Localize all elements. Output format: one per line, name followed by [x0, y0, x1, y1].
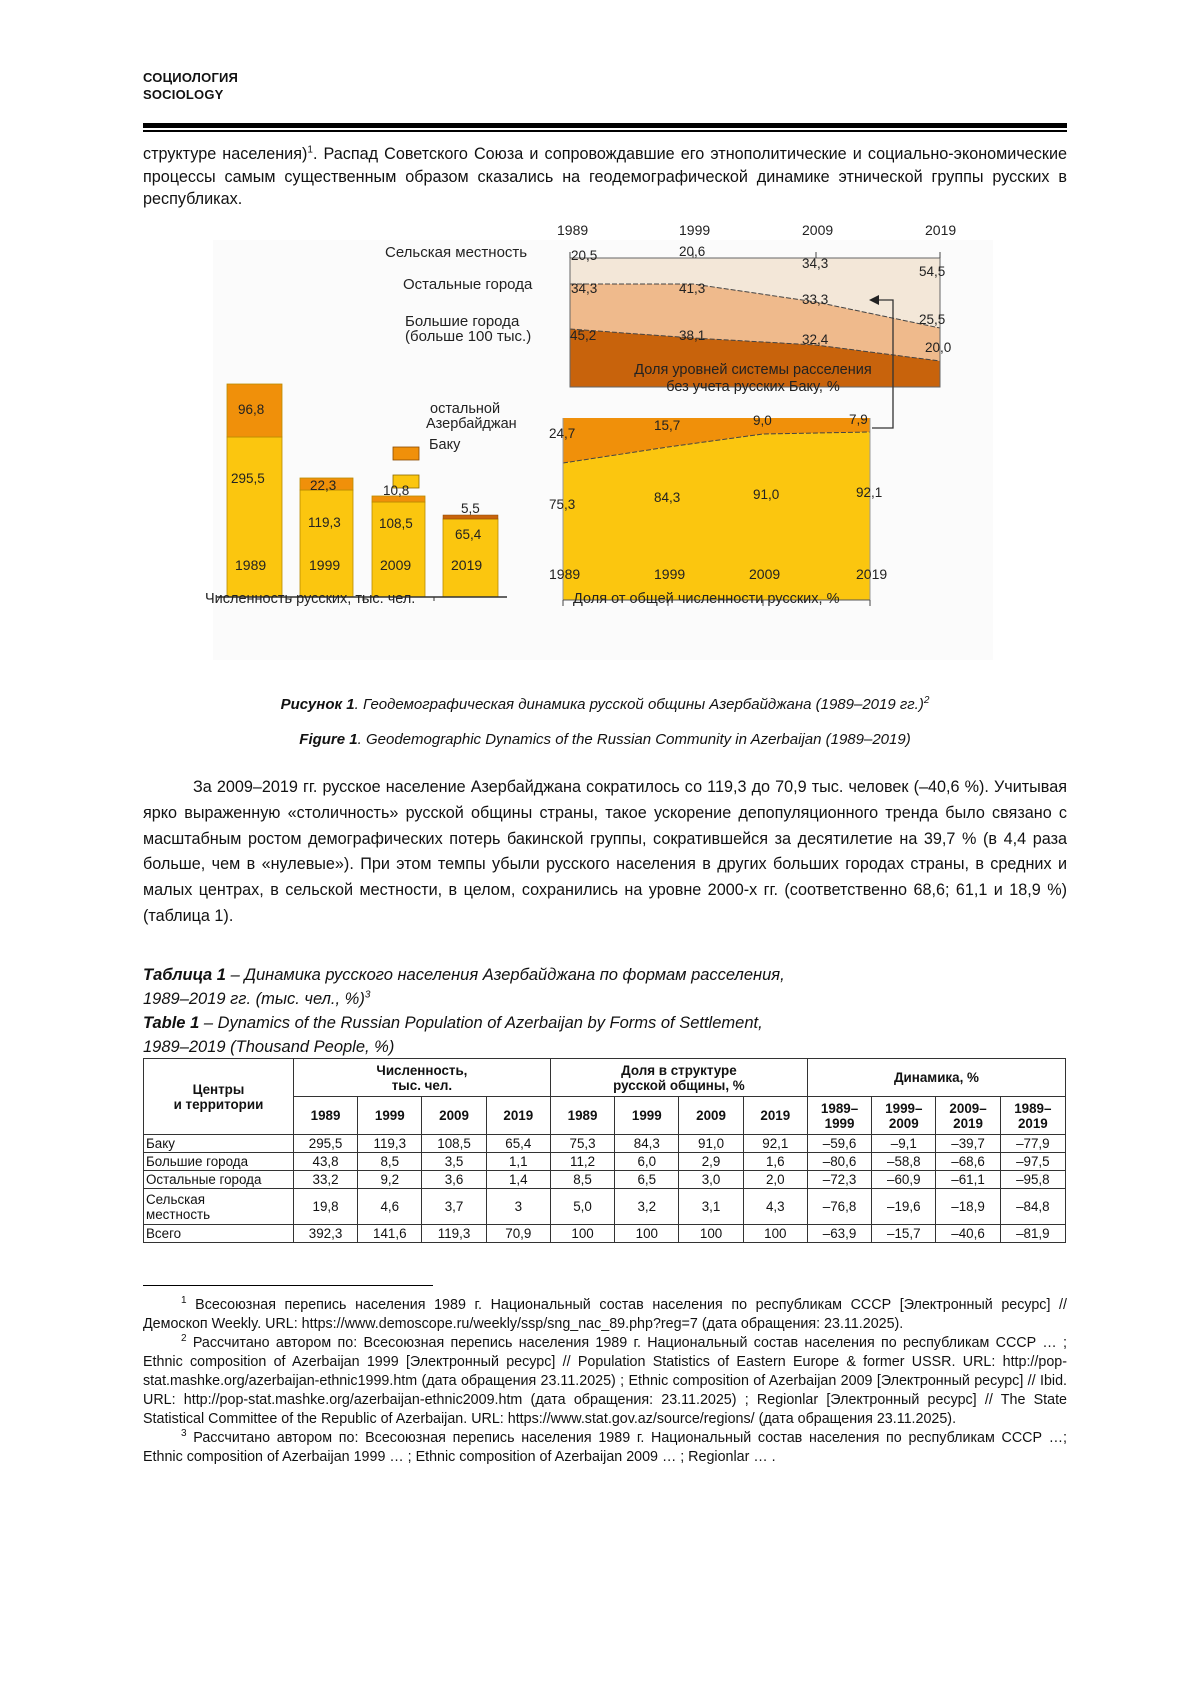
value-share-baku-2009: 91,0 [753, 487, 780, 502]
bar-baku-2009: 108,5 [379, 516, 413, 531]
bar-rest-1999: 22,3 [310, 478, 337, 493]
table-title-ru [143, 963, 1067, 1011]
value-large-2009: 32,4 [802, 332, 829, 347]
footnote-3-number: 3 [181, 1428, 187, 1440]
table-cell: 6,5 [615, 1171, 679, 1189]
header-period [807, 1097, 871, 1135]
footnote-3-text: Рассчитано автором по: Всесоюзная перепись населения 1989 г. Национальный состав населения по республикам СССР …; Ethnic composition of Azerbaijan 1999 … ; Ethnic composition of Azerbaijan 2009 … ; Regionlar … . [143, 1430, 1067, 1465]
table-cell: –39,7 [936, 1135, 1000, 1153]
header-share-line2: русской общины, % [613, 1077, 745, 1093]
legend-rest-line1: остальной [430, 401, 501, 417]
value-other-1989: 34,3 [571, 281, 598, 296]
value-share-rest-2019: 7,9 [849, 412, 868, 427]
header-population [293, 1059, 550, 1097]
journal-section-en: SOCIOLOGY [143, 87, 224, 102]
table-cell: 91,0 [679, 1135, 743, 1153]
journal-section-ru: СОЦИОЛОГИЯ [143, 70, 239, 85]
bar-year-2019: 2019 [451, 557, 483, 573]
table-cell: –63,9 [807, 1225, 871, 1243]
table-title-ru-label: Таблица 1 [143, 966, 226, 984]
table-cell: –60,9 [872, 1171, 936, 1189]
header-population-line2: тыс. чел. [391, 1077, 453, 1093]
bar-rest-2019: 5,5 [461, 501, 480, 516]
table-cell: 1,1 [486, 1153, 550, 1171]
row-label [144, 1171, 294, 1189]
settlement-chart-title [583, 362, 923, 396]
header-year: 2009 [679, 1097, 743, 1135]
value-share-rest-2009: 9,0 [753, 413, 772, 428]
table-cell: 3,0 [679, 1171, 743, 1189]
table-cell: 3,6 [422, 1171, 486, 1189]
table-cell: 295,5 [293, 1135, 357, 1153]
header-period [872, 1097, 936, 1135]
header-period-start: 1989– [1014, 1100, 1052, 1116]
footnote-1-text: Всесоюзная перепись населения 1989 г. Национальный состав населения по республикам СССР [Электронный ресурс] // Демоскоп Weekly. URL: https://www.demoscope.ru/weekly/ssp/sng_nac_89.php?reg=7 (дата обращения: 23.11.2025). [143, 1297, 1067, 1332]
value-large-1999: 38,1 [679, 328, 706, 343]
footnote-ref-2[interactable]: 2 [923, 695, 930, 706]
table-cell: 100 [550, 1225, 614, 1243]
row-label-line1: Остальные города [146, 1172, 262, 1187]
table-cell: –58,8 [872, 1153, 936, 1171]
header-dynamics: Динамика, % [807, 1059, 1065, 1097]
value-large-2019: 20,0 [925, 340, 952, 355]
bar-baku-1999: 119,3 [308, 515, 341, 530]
header-period [936, 1097, 1000, 1135]
table-cell: 6,0 [615, 1153, 679, 1171]
header-period-start: 1989– [820, 1100, 859, 1116]
table-cell: –97,5 [1000, 1153, 1065, 1171]
footnote-2 [143, 1334, 1067, 1429]
table-cell: 65,4 [486, 1135, 550, 1153]
table-cell: 100 [679, 1225, 743, 1243]
top-year-2019: 2019 [925, 222, 957, 238]
table-cell: 119,3 [358, 1135, 422, 1153]
settlement-title-line2: без учета русских Баку, % [666, 379, 840, 395]
table-cell: 100 [743, 1225, 807, 1243]
figure-caption-en-text: . Geodemographic Dynamics of the Russian Community in Azerbaijan (1989–2019) [357, 731, 911, 748]
table-cell: 4,6 [358, 1189, 422, 1225]
bar-baku-1989: 295,5 [231, 471, 265, 486]
table-cell: –68,6 [936, 1153, 1000, 1171]
figure-1 [205, 222, 993, 660]
label-large-cities-line1: Большие города [405, 313, 520, 330]
value-rural-1999: 20,6 [679, 244, 706, 259]
table-cell: 9,2 [358, 1171, 422, 1189]
bar-rest-1989: 96,8 [238, 402, 265, 417]
intro-paragraph [143, 143, 1067, 211]
value-rural-2019: 54,5 [919, 264, 946, 279]
table-cell: 392,3 [293, 1225, 357, 1243]
header-centers-line1: Центры [192, 1081, 245, 1097]
header-share-line1: Доля в структуре [621, 1062, 737, 1078]
table-cell: 119,3 [422, 1225, 486, 1243]
table-cell: 5,0 [550, 1189, 614, 1225]
share-area-chart [563, 418, 870, 606]
table-cell: –84,8 [1000, 1189, 1065, 1225]
row-label-line2: местность [146, 1206, 211, 1222]
row-label [144, 1153, 294, 1171]
intro-text-a: структуре населения) [143, 145, 308, 163]
bar-chart-title: Численность русских, тыс. чел. [205, 591, 416, 607]
legend-rest-label [426, 402, 517, 432]
legend-baku-label: Баку [429, 437, 461, 453]
table-cell: 8,5 [358, 1153, 422, 1171]
footnote-1-number: 1 [181, 1295, 187, 1307]
figure-caption-en [143, 731, 1067, 748]
value-share-baku-2019: 92,1 [856, 485, 883, 500]
footnote-ref-3[interactable]: 3 [364, 989, 371, 1001]
figure-caption-ru [143, 696, 1067, 713]
bar-baku-2019: 65,4 [455, 527, 482, 542]
row-label [144, 1135, 294, 1153]
table-cell: –19,6 [872, 1189, 936, 1225]
table-cell: 43,8 [293, 1153, 357, 1171]
header-year: 1999 [615, 1097, 679, 1135]
table-cell: –15,7 [872, 1225, 936, 1243]
value-other-1999: 41,3 [679, 281, 706, 296]
share-year-1999: 1999 [654, 566, 686, 582]
footnote-separator [143, 1285, 433, 1286]
top-year-1999: 1999 [679, 222, 711, 238]
table-cell: 3,2 [615, 1189, 679, 1225]
table-cell: 2,9 [679, 1153, 743, 1171]
footnote-2-number: 2 [181, 1333, 187, 1345]
top-year-1989: 1989 [557, 222, 589, 238]
row-label-line1: Всего [146, 1226, 182, 1241]
table-cell: 3,7 [422, 1189, 486, 1225]
table-cell: 141,6 [358, 1225, 422, 1243]
header-period-end: 2019 [953, 1115, 983, 1131]
table-cell: 92,1 [743, 1135, 807, 1153]
table-cell: 75,3 [550, 1135, 614, 1153]
bar-year-1989: 1989 [235, 557, 267, 573]
table-cell: –76,8 [807, 1189, 871, 1225]
table-cell: 11,2 [550, 1153, 614, 1171]
paragraph-2-text: За 2009–2019 гг. русское население Азербайджана сократилось со 119,3 до 70,9 тыс. человек (–40,6 %). Учитывая ярко выраженную «столичность» русской общины страны, такое ускорение депопуляционного тренда было связано с масштабным ростом демографических потерь бакинской группы, сократившейся за десятилетие на 39,7 % (в 4,4 раза больше, чем в «нулевые»). При этом темпы убыли русского населения в других больших городах страны, в средних и малых центрах, в сельской местности, в целом, сохранились на уровне 2000-х гг. (соответственно 68,6; 61,1 и 18,9 %) (таблица 1). [143, 778, 1067, 925]
row-label-line1: Баку [146, 1136, 175, 1151]
label-large-cities-line2: (больше 100 тыс.) [405, 328, 532, 345]
table-cell: 2,0 [743, 1171, 807, 1189]
bar-rest-2009: 10,8 [383, 483, 410, 498]
table-title-ru-line2: 1989–2019 гг. (тыс. чел., %) [143, 990, 365, 1008]
table-cell: 1,4 [486, 1171, 550, 1189]
table-cell: –80,6 [807, 1153, 871, 1171]
header-period [1000, 1097, 1065, 1135]
value-other-2019: 25,5 [919, 312, 946, 327]
table-cell: 1,6 [743, 1153, 807, 1171]
label-rural: Сельская местность [385, 244, 528, 261]
value-share-rest-1989: 24,7 [549, 426, 576, 441]
table-cell: 33,2 [293, 1171, 357, 1189]
table-cell: 108,5 [422, 1135, 486, 1153]
table-cell: –18,9 [936, 1189, 1000, 1225]
footnote-1 [143, 1296, 1067, 1334]
header-period-end: 2009 [888, 1115, 919, 1131]
table-cell: 4,3 [743, 1189, 807, 1225]
header-year: 2009 [422, 1097, 486, 1135]
table-cell: 84,3 [615, 1135, 679, 1153]
header-population-line1: Численность, [376, 1062, 468, 1078]
header-centers [144, 1059, 294, 1135]
footnote-2-text: Рассчитано автором по: Всесоюзная перепись населения 1989 г. Национальный состав населения по республикам СССР … ; Ethnic composition of Azerbaijan 1999 [Электронный ресурс] // Population Statistics of Eastern Europe & former USSR. URL: http://pop-stat.mashke.org/azerbaijan-ethnic1999.htm (дата обращения 23.11.2025) ; Ethnic composition of Azerbaijan 2009 [Электронный ресурс] // Ibid. URL: http://pop-stat.mashke.org/azerbaijan-ethnic2009.htm (дата обращения: 23.11.2025) ; Regionlar [Электронный ресурс] // The State Statistical Committee of the Republic of Azerbaijan. URL: https://www.stat.gov.az/source/regions/ (дата обращения 23.11.2025). [143, 1335, 1067, 1427]
row-label-line1: Сельская [146, 1191, 206, 1207]
value-rural-2009: 34,3 [802, 256, 829, 271]
footnote-3 [143, 1429, 1067, 1467]
table-cell: –40,6 [936, 1225, 1000, 1243]
share-year-2009: 2009 [749, 566, 781, 582]
row-label [144, 1225, 294, 1243]
table-cell: 3 [486, 1189, 550, 1225]
table-cell: 19,8 [293, 1189, 357, 1225]
share-year-2019: 2019 [856, 566, 888, 582]
share-chart-title: Доля от общей численности русских, % [573, 591, 840, 607]
table-title-ru-text: – Динамика русского населения Азербайджана по формам расселения, [225, 966, 785, 984]
row-label [144, 1189, 294, 1225]
value-share-baku-1999: 84,3 [654, 490, 681, 505]
value-share-baku-1989: 75,3 [549, 497, 576, 512]
table-title-en-label: Table 1 [143, 1014, 200, 1032]
header-share [550, 1059, 807, 1097]
header-period-start: 1999– [885, 1100, 923, 1116]
value-share-rest-1999: 15,7 [654, 418, 681, 433]
value-large-1989: 45,2 [570, 328, 597, 343]
table-row [144, 1135, 1066, 1153]
label-other-cities: Остальные города [403, 276, 533, 293]
value-other-2009: 33,3 [802, 292, 829, 307]
table-cell: 70,9 [486, 1225, 550, 1243]
share-year-1989: 1989 [549, 566, 581, 582]
footnote-ref-1[interactable]: 1 [307, 144, 313, 156]
paragraph-2 [143, 775, 1067, 930]
header-year: 1989 [550, 1097, 614, 1135]
header-year: 1989 [293, 1097, 357, 1135]
table-cell: –95,8 [1000, 1171, 1065, 1189]
figure-caption-ru-label: Рисунок 1 [280, 696, 355, 713]
table-title-en-line2: 1989–2019 (Thousand People, %) [143, 1038, 395, 1056]
table-row [144, 1225, 1066, 1243]
header-period-start: 2009– [949, 1100, 987, 1116]
settlement-dynamics-table [143, 1058, 1066, 1243]
top-year-2009: 2009 [802, 222, 834, 238]
table-cell: –61,1 [936, 1171, 1000, 1189]
table-cell: 100 [615, 1225, 679, 1243]
settlement-title-line1: Доля уровней системы расселения [634, 362, 872, 378]
table-row [144, 1153, 1066, 1171]
table-cell: –9,1 [872, 1135, 936, 1153]
table-title-en-text: – Dynamics of the Russian Population of Azerbaijan by Forms of Settlement, [199, 1014, 763, 1032]
intro-text-b: . Распад Советского Союза и сопровождавшие его этнополитические и социально-экономические процессы самым существенным образом сказались на геодемографической динамике этнической группы русских в республиках. [143, 145, 1067, 208]
header-year: 2019 [743, 1097, 807, 1135]
legend-rest-line2: Азербайджан [426, 416, 517, 432]
row-label-line1: Большие города [146, 1154, 249, 1169]
table-title-en [143, 1011, 1067, 1059]
header-year: 2019 [486, 1097, 550, 1135]
table-cell: 3,1 [679, 1189, 743, 1225]
table-row [144, 1171, 1066, 1189]
header-year: 1999 [358, 1097, 422, 1135]
header-period-end: 2019 [1017, 1115, 1048, 1131]
table-cell: –77,9 [1000, 1135, 1065, 1153]
bar-year-1999: 1999 [309, 557, 341, 573]
header-rule-thick [143, 123, 1067, 128]
table-cell: 8,5 [550, 1171, 614, 1189]
figure-caption-en-label: Figure 1 [299, 731, 358, 748]
value-rural-1989: 20,5 [571, 248, 598, 263]
header-period-end: 1999 [824, 1115, 855, 1131]
table-cell: –72,3 [807, 1171, 871, 1189]
table-cell: –81,9 [1000, 1225, 1065, 1243]
figure-caption-ru-text: . Геодемографическая динамика русской общины Азербайджана (1989–2019 гг.) [354, 696, 924, 713]
table-row [144, 1189, 1066, 1225]
table-cell: 3,5 [422, 1153, 486, 1171]
footnotes [143, 1296, 1067, 1467]
header-centers-line2: и территории [173, 1096, 264, 1112]
header-rule-thin [143, 130, 1067, 132]
bar-year-2009: 2009 [380, 557, 412, 573]
table-cell: –59,6 [807, 1135, 871, 1153]
legend-swatch-rest [393, 447, 419, 460]
label-large-cities [405, 314, 531, 344]
table-body [144, 1135, 1066, 1243]
